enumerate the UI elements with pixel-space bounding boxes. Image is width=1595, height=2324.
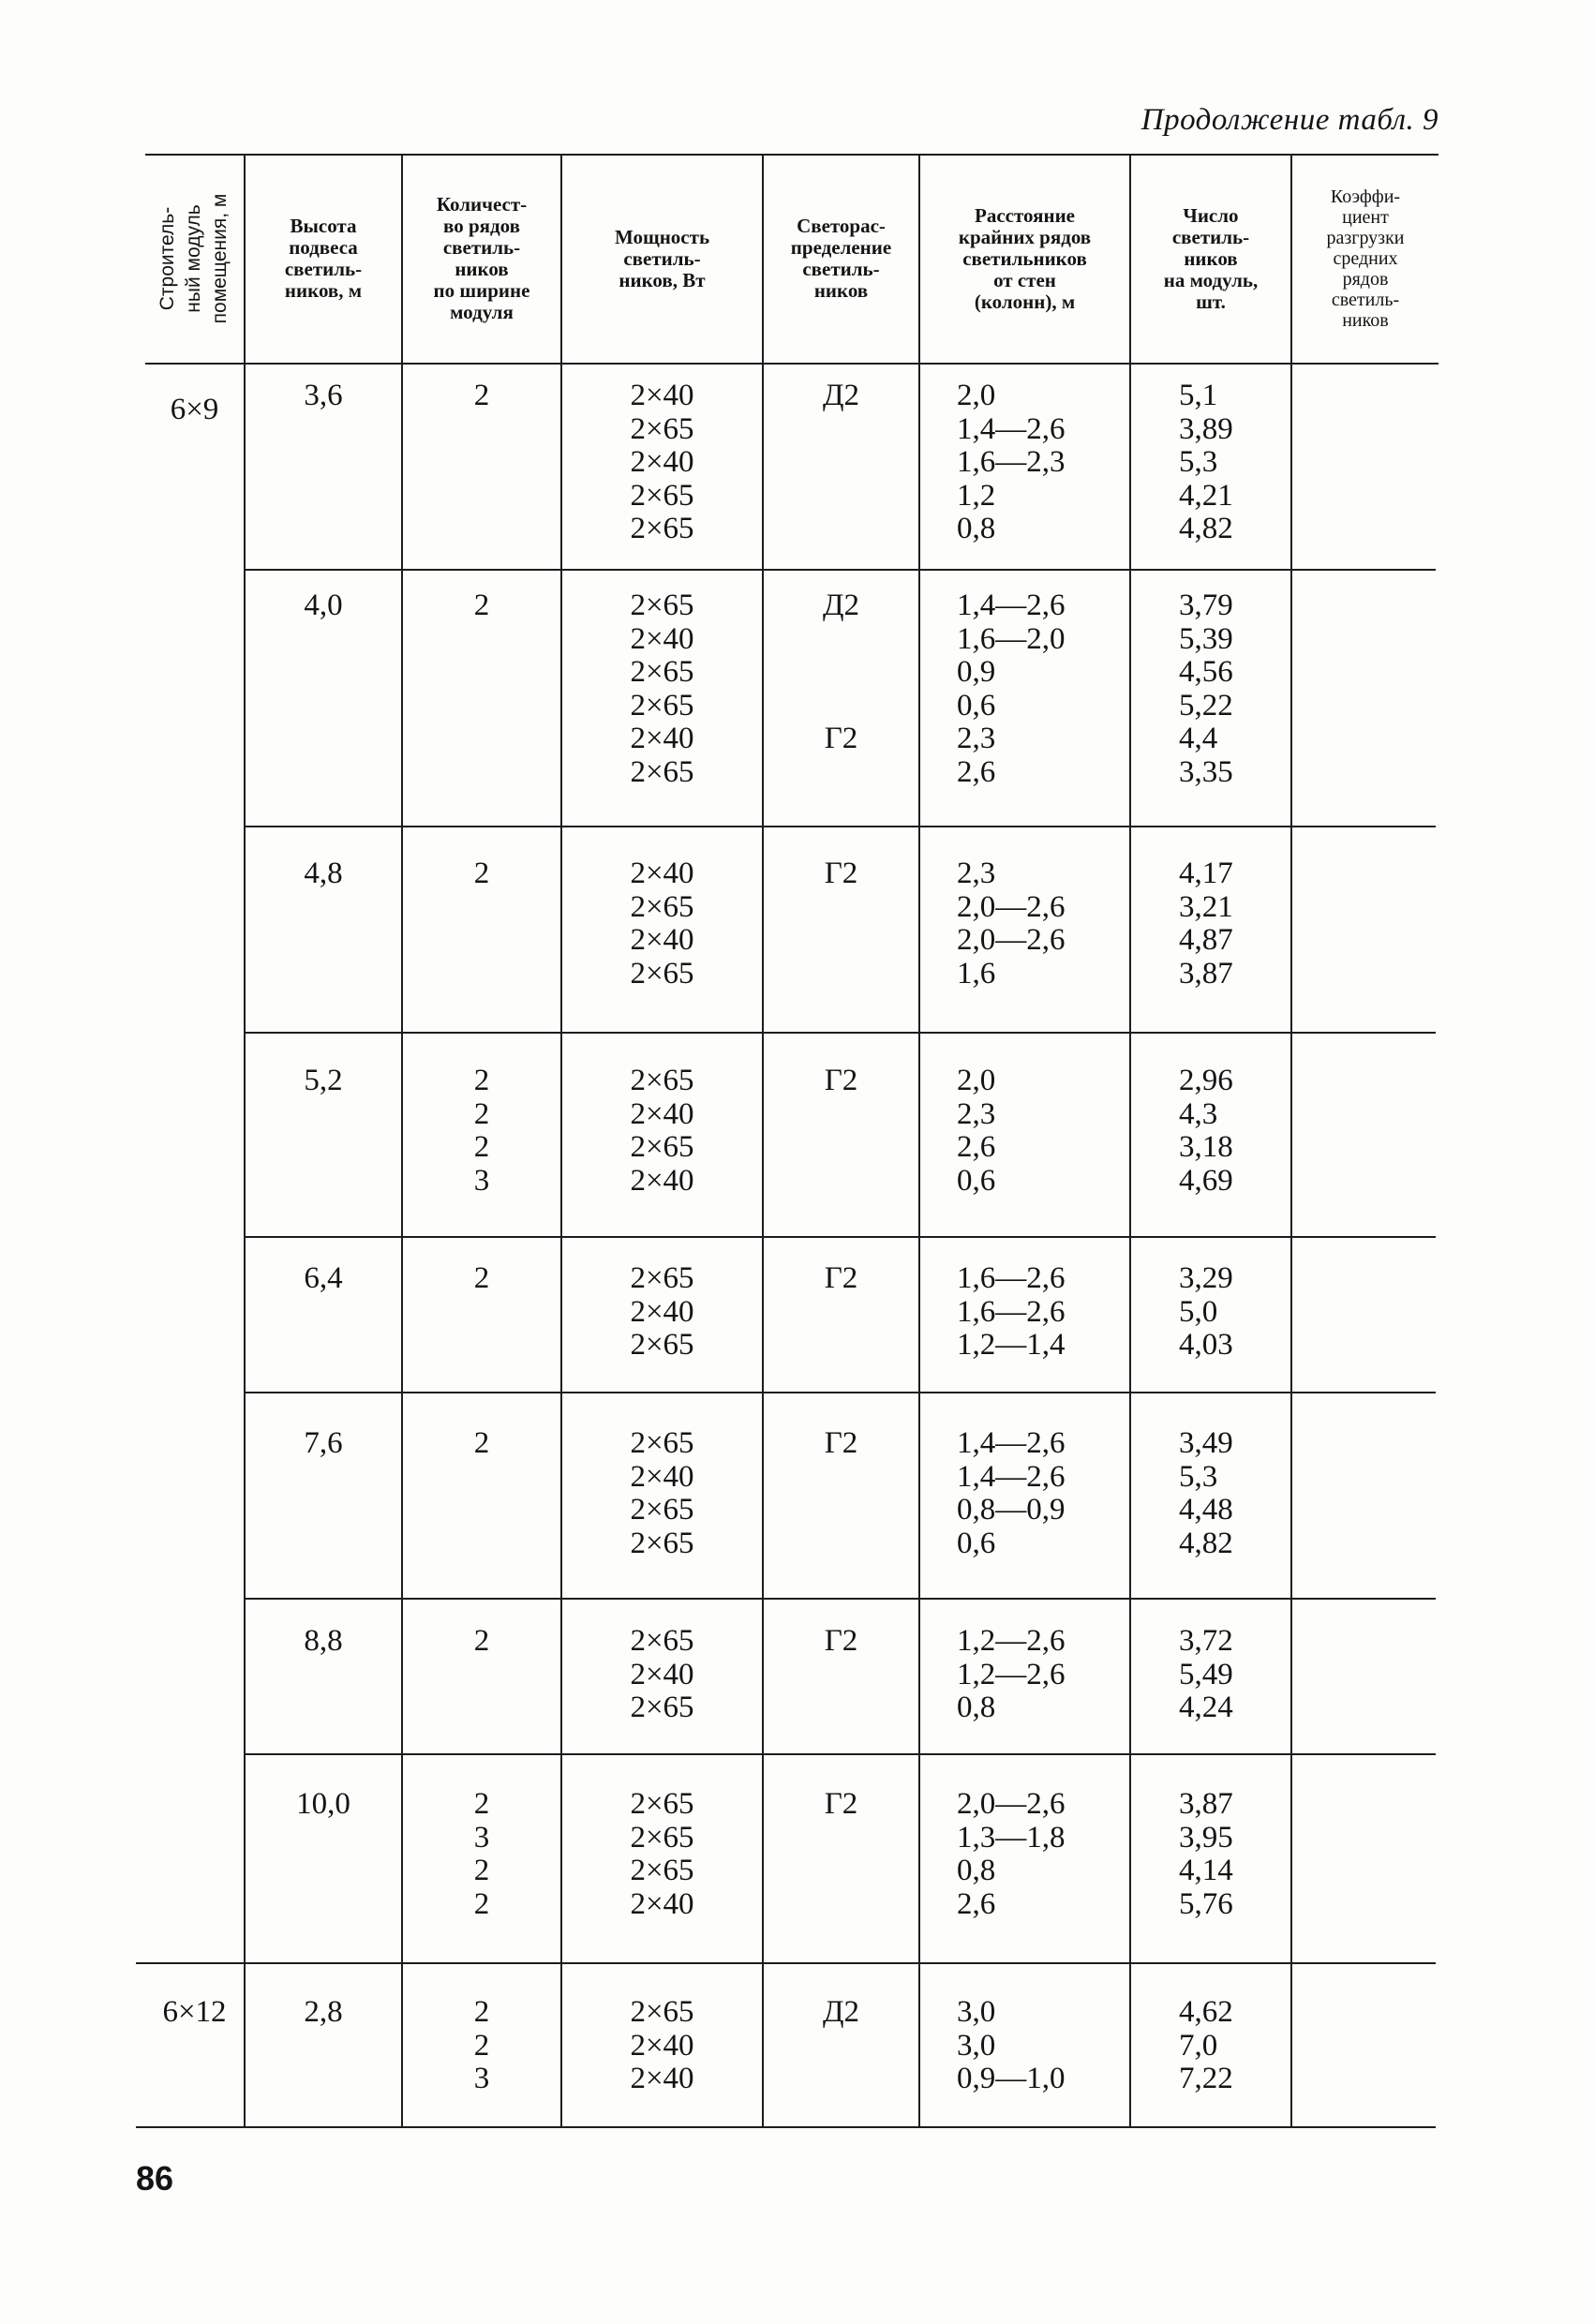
power-cell: 2×40 2×65 2×40 2×65 2×65 <box>630 379 694 545</box>
rows-count-cell: 2 <box>473 588 490 622</box>
distribution-cell: Д2 <box>822 379 859 412</box>
header-distance <box>920 156 1129 361</box>
distance-cell: 2,0 2,3 2,6 0,6 <box>957 1064 996 1198</box>
height-cell: 8,8 <box>304 1624 343 1658</box>
header-count-label: Число светиль- ников на модуль, шт. <box>1163 203 1259 313</box>
power-cell: 2×65 2×40 2×40 <box>630 1995 694 2095</box>
rows-count-cell: 2 2 3 <box>473 1995 490 2095</box>
row-separator-rule <box>244 1392 1436 1393</box>
header-distribution <box>764 156 918 361</box>
count-cell: 3,72 5,49 4,24 <box>1179 1624 1233 1724</box>
header-module <box>147 155 241 363</box>
header-rows-count <box>403 156 560 361</box>
column-rule <box>762 154 764 2128</box>
distance-cell: 3,0 3,0 0,9—1,0 <box>957 1995 1066 2095</box>
row-separator-rule <box>244 1753 1436 1755</box>
power-cell: 2×65 2×65 2×65 2×40 <box>630 1787 694 1921</box>
power-cell: 2×65 2×40 2×65 2×65 <box>630 1426 694 1560</box>
distance-cell: 1,2—2,6 1,2—2,6 0,8 <box>957 1624 1066 1724</box>
count-cell: 2,96 4,3 3,18 4,69 <box>1179 1064 1233 1198</box>
distribution-cell: Г2 <box>824 1064 858 1097</box>
table-top-rule <box>145 154 1438 156</box>
count-cell: 3,79 5,39 4,56 5,22 4,4 3,35 <box>1179 588 1233 789</box>
rows-count-cell: 2 3 2 2 <box>473 1787 490 1921</box>
table-bottom-rule <box>136 2126 1436 2128</box>
height-cell: 3,6 <box>304 379 343 412</box>
module-label: 6×9 <box>170 393 219 426</box>
header-coefficient <box>1292 156 1438 361</box>
header-distribution-label: Светорас- пределение светиль- ников <box>790 215 892 302</box>
count-cell: 3,49 5,3 4,48 4,82 <box>1179 1426 1233 1560</box>
header-power-label: Мощность светиль- ников, Вт <box>614 225 710 291</box>
row-separator-rule <box>244 1236 1436 1238</box>
rows-count-cell: 2 <box>473 379 490 412</box>
height-cell: 4,0 <box>304 588 343 622</box>
header-height-label: Высота подвеса светиль- ников, м <box>284 215 363 302</box>
header-coefficient-label: Коэффи- циент разгрузки средних рядов светиль- ников <box>1326 186 1405 331</box>
row-separator-rule <box>244 569 1436 571</box>
rows-count-cell: 2 <box>473 1426 490 1460</box>
page-number: 86 <box>136 2159 174 2197</box>
count-cell: 4,17 3,21 4,87 3,87 <box>1179 857 1233 991</box>
distribution-cell: Г2 <box>824 1426 858 1460</box>
power-cell: 2×40 2×65 2×40 2×65 <box>630 857 694 991</box>
height-cell: 6,4 <box>304 1261 343 1295</box>
distribution-cell: Г2 <box>824 1261 858 1295</box>
height-cell: 10,0 <box>296 1787 350 1821</box>
module-label: 6×12 <box>162 1995 227 2029</box>
header-bottom-rule <box>145 363 1438 365</box>
power-cell: 2×65 2×40 2×65 2×40 <box>630 1064 694 1198</box>
distance-cell: 2,3 2,0—2,6 2,0—2,6 1,6 <box>957 857 1066 991</box>
distribution-cell: Г2 <box>824 857 858 890</box>
column-rule <box>1290 154 1292 2128</box>
distance-cell: 1,4—2,6 1,4—2,6 0,8—0,9 0,6 <box>957 1426 1066 1560</box>
column-rule <box>244 154 246 2128</box>
rows-count-cell: 2 <box>473 1624 490 1658</box>
distribution-cell: Д2 <box>822 1995 859 2029</box>
count-cell: 5,1 3,89 5,3 4,21 4,82 <box>1179 379 1233 545</box>
distance-cell: 1,4—2,6 1,6—2,0 0,9 0,6 2,3 2,6 <box>957 588 1066 789</box>
height-cell: 4,8 <box>304 857 343 890</box>
header-module-label: Строитель- ный модуль помещения, м <box>157 193 231 324</box>
header-distance-label: Расстояние крайних рядов светильников от стен (колонн), м <box>958 203 1092 313</box>
rows-count-cell: 2 <box>473 1261 490 1295</box>
power-cell: 2×65 2×40 2×65 2×65 2×40 2×65 <box>630 588 694 789</box>
count-cell: 3,87 3,95 4,14 5,76 <box>1179 1787 1233 1921</box>
distance-cell: 2,0—2,6 1,3—1,8 0,8 2,6 <box>957 1787 1066 1921</box>
distance-cell: 1,6—2,6 1,6—2,6 1,2—1,4 <box>957 1261 1066 1362</box>
group-separator-rule <box>136 1962 1436 1964</box>
height-cell: 5,2 <box>304 1064 343 1097</box>
height-cell: 7,6 <box>304 1426 343 1460</box>
count-cell: 4,62 7,0 7,22 <box>1179 1995 1233 2095</box>
rows-count-cell: 2 2 2 3 <box>473 1064 490 1198</box>
header-power <box>562 156 762 361</box>
header-rows-count-label: Количест- во рядов светиль- ников по ширине модуля <box>433 193 530 323</box>
power-cell: 2×65 2×40 2×65 <box>630 1624 694 1724</box>
header-count <box>1131 156 1290 361</box>
distribution-cell: Г2 <box>824 1624 858 1658</box>
rows-count-cell: 2 <box>473 857 490 890</box>
row-separator-rule <box>244 826 1436 827</box>
distance-cell: 2,0 1,4—2,6 1,6—2,3 1,2 0,8 <box>957 379 1066 545</box>
row-separator-rule <box>244 1598 1436 1600</box>
table-continuation-title: Продолжение табл. 9 <box>1140 103 1438 137</box>
power-cell: 2×65 2×40 2×65 <box>630 1261 694 1362</box>
column-rule <box>918 154 920 2128</box>
header-height <box>246 156 401 361</box>
column-rule <box>1129 154 1131 2128</box>
distribution-cell: Г2 <box>824 1787 858 1821</box>
height-cell: 2,8 <box>304 1995 343 2029</box>
row-separator-rule <box>244 1032 1436 1034</box>
count-cell: 3,29 5,0 4,03 <box>1179 1261 1233 1362</box>
distribution-cell: Д2 Г2 <box>822 588 859 755</box>
